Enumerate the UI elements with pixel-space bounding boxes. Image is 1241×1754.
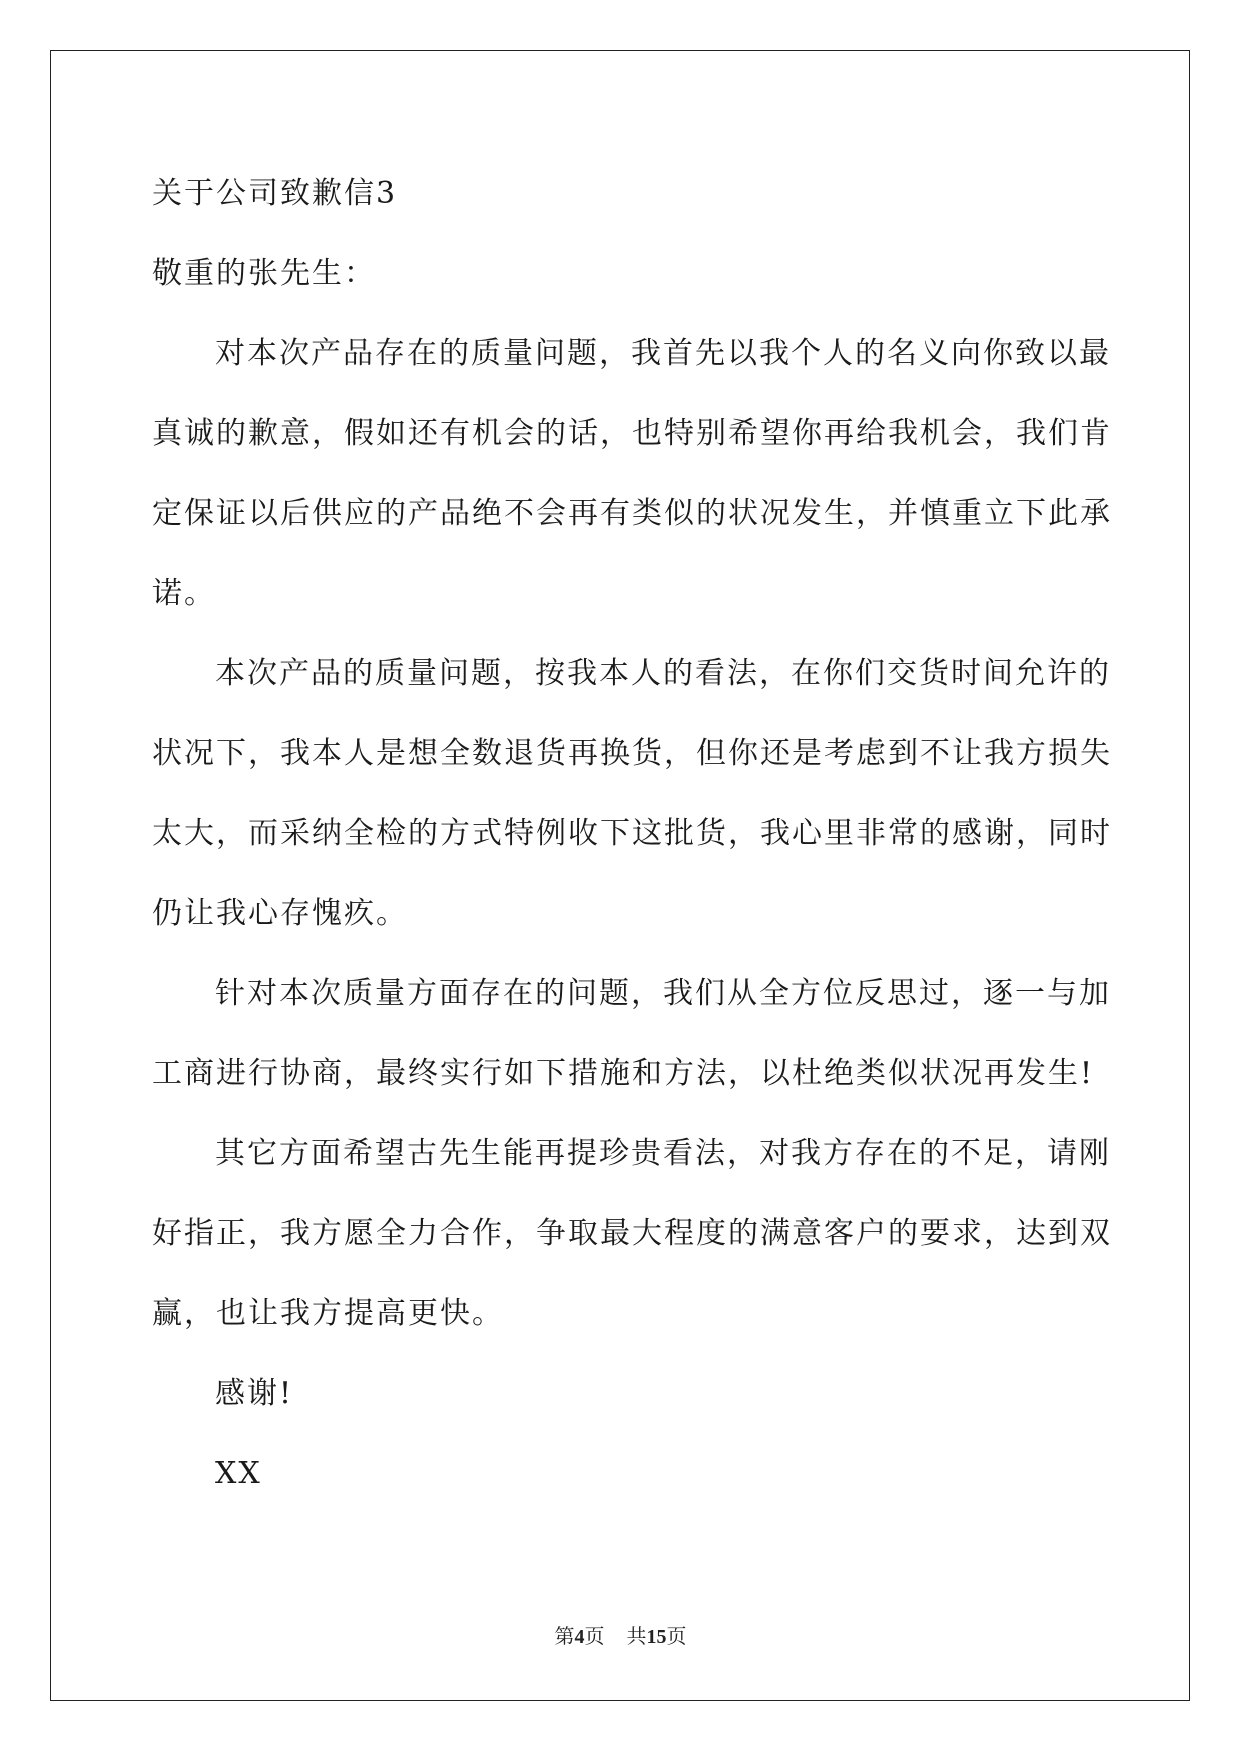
paragraph-2-line-2: 状况下，我本人是想全数退货再换货，但你还是考虑到不让我方损失 (152, 736, 1112, 771)
paragraph-4-line-1: 其它方面希望古先生能再提珍贵看法，对我方存在的不足，请刚 (215, 1136, 1111, 1171)
footer-total-prefix: 共 (626, 1624, 647, 1648)
paragraph-2-line-4: 仍让我心存愧疚。 (152, 896, 408, 931)
footer-total-suffix: 页 (666, 1624, 687, 1648)
paragraph-1-line-4: 诺。 (152, 576, 216, 611)
paragraph-2-line-3: 太大，而采纳全检的方式特例收下这批货，我心里非常的感谢，同时 (152, 816, 1112, 851)
document-title: 关于公司致歉信3 (152, 176, 398, 211)
paragraph-4-line-2: 好指正，我方愿全力合作，争取最大程度的满意客户的要求，达到双 (152, 1216, 1112, 1251)
paragraph-1-line-2: 真诚的歉意，假如还有机会的话，也特别希望你再给我机会，我们肯 (152, 416, 1112, 451)
paragraph-1-line-1: 对本次产品存在的质量问题，我首先以我个人的名义向你致以最 (215, 336, 1111, 371)
salutation: 敬重的张先生： (152, 256, 376, 291)
signature: XX (215, 1456, 262, 1491)
paragraph-3-line-1: 针对本次质量方面存在的问题，我们从全方位反思过，逐一与加 (215, 976, 1111, 1011)
footer-page-suffix: 页 (584, 1624, 605, 1648)
paragraph-1-line-3: 定保证以后供应的产品绝不会再有类似的状况发生，并慎重立下此承 (152, 496, 1112, 531)
footer-page-prefix: 第 (554, 1624, 575, 1648)
footer-total-pages: 15 (646, 1626, 667, 1648)
footer-page-number: 4 (574, 1626, 585, 1648)
paragraph-3-line-2: 工商进行协商，最终实行如下措施和方法，以杜绝类似状况再发生! (152, 1056, 1095, 1091)
page-footer (0, 1624, 1241, 1649)
paragraph-2-line-1: 本次产品的质量问题，按我本人的看法，在你们交货时间允许的 (215, 656, 1111, 691)
page-border (50, 50, 1190, 1701)
closing: 感谢! (215, 1376, 294, 1411)
paragraph-4-line-3: 赢，也让我方提高更快。 (152, 1296, 504, 1331)
